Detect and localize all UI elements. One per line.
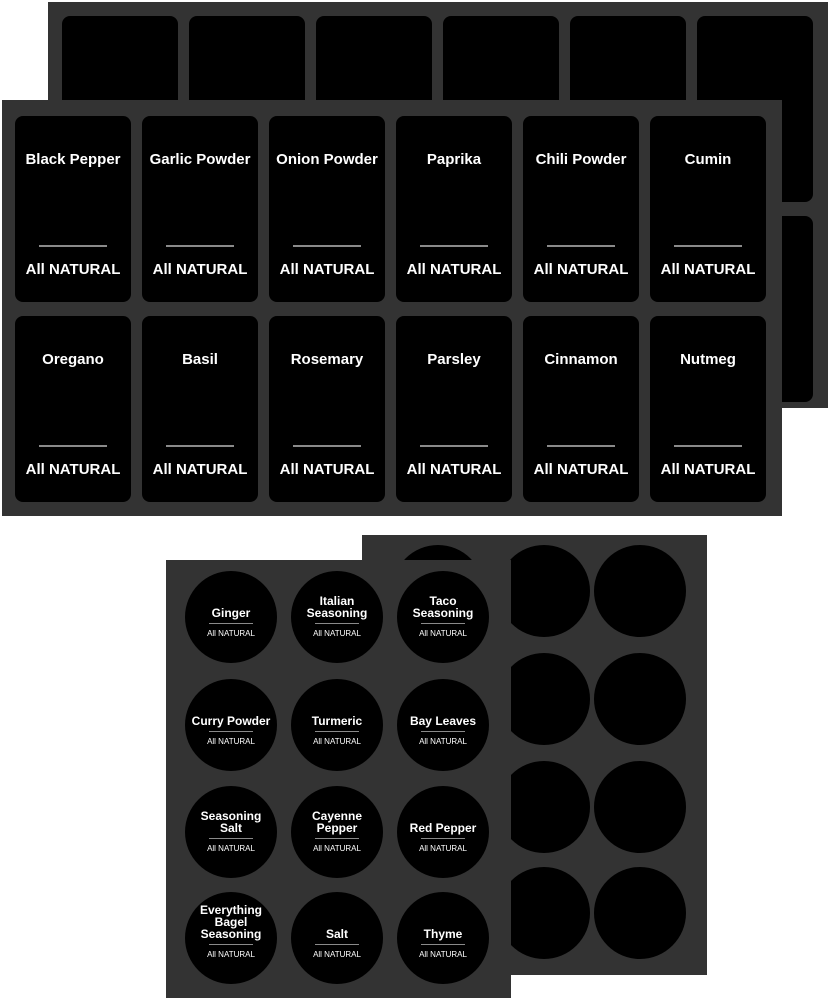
rect-label-name: Black Pepper (25, 151, 121, 168)
circle-label (185, 786, 277, 878)
circle-label-name: Thyme (423, 927, 463, 941)
circle-label-name: Ginger (211, 606, 251, 620)
circle-label-name: Turmeric (311, 714, 363, 728)
circle-label (397, 571, 489, 663)
circle-label-name: Cayenne Pepper (311, 809, 363, 835)
front-rect-sheet (2, 100, 782, 516)
rect-label (523, 116, 639, 302)
rect-label-footer: All NATURAL (25, 261, 121, 278)
circle-label-divider (421, 623, 465, 624)
rect-label-name: Garlic Powder (149, 151, 251, 168)
circle-label-footer: All NATURAL (419, 629, 467, 638)
rect-label-divider (547, 445, 615, 447)
rect-label-divider (547, 245, 615, 247)
rect-label-divider (166, 445, 234, 447)
rect-label (15, 116, 131, 302)
circle-label (185, 679, 277, 771)
circle-label-divider (209, 623, 253, 624)
circle-label-name: Red Pepper (409, 821, 477, 835)
front-circle-sheet (166, 560, 511, 998)
rect-label-divider (420, 245, 488, 247)
circle-label-name: Curry Powder (191, 714, 271, 728)
circle-label-footer: All NATURAL (313, 629, 361, 638)
rect-label-footer: All NATURAL (660, 261, 756, 278)
rect-label-name: Parsley (427, 351, 481, 368)
circle-label (291, 571, 383, 663)
circle-label-footer: All NATURAL (419, 950, 467, 959)
rect-label-divider (39, 445, 107, 447)
rect-label (396, 316, 512, 502)
rect-label-footer: All NATURAL (533, 261, 629, 278)
rect-label-footer: All NATURAL (533, 461, 629, 478)
circle-label (185, 892, 277, 984)
rect-label-footer: All NATURAL (25, 461, 121, 478)
rect-label-footer: All NATURAL (152, 261, 248, 278)
circle-label-divider (315, 623, 359, 624)
circle-label-name: Salt (325, 927, 348, 941)
rect-label-divider (674, 445, 742, 447)
blank-circle-label (594, 761, 686, 853)
circle-label-name: Italian Seasoning (306, 594, 368, 620)
circle-label (397, 786, 489, 878)
rect-label-name: Oregano (42, 351, 104, 368)
circle-label-divider (209, 838, 253, 839)
circle-label-divider (421, 731, 465, 732)
circle-label (397, 892, 489, 984)
rect-label-footer: All NATURAL (406, 261, 502, 278)
blank-circle-label (498, 545, 590, 637)
rect-label (269, 316, 385, 502)
circle-label-footer: All NATURAL (313, 737, 361, 746)
rect-label (523, 316, 639, 502)
circle-label (291, 892, 383, 984)
rect-label (650, 116, 766, 302)
rect-label (142, 316, 258, 502)
circle-label-footer: All NATURAL (207, 950, 255, 959)
circle-label-divider (315, 838, 359, 839)
rect-label-name: Onion Powder (276, 151, 378, 168)
rect-label-name: Cumin (684, 151, 732, 168)
circle-label (291, 786, 383, 878)
circle-label-footer: All NATURAL (207, 629, 255, 638)
rect-label-footer: All NATURAL (660, 461, 756, 478)
circle-label-divider (421, 944, 465, 945)
circle-label-name: Everything Bagel Seasoning (199, 903, 262, 941)
circle-label-name: Taco Seasoning (412, 594, 474, 620)
blank-circle-label (594, 653, 686, 745)
rect-label-footer: All NATURAL (152, 461, 248, 478)
blank-circle-label (594, 867, 686, 959)
circle-label (397, 679, 489, 771)
rect-label-name: Nutmeg (680, 351, 736, 368)
rect-label-divider (166, 245, 234, 247)
rect-label (15, 316, 131, 502)
circle-label (291, 679, 383, 771)
rect-label-name: Basil (182, 351, 218, 368)
circle-label-divider (209, 944, 253, 945)
rect-label (142, 116, 258, 302)
circle-label-divider (315, 731, 359, 732)
rect-label-footer: All NATURAL (279, 261, 375, 278)
rect-label (396, 116, 512, 302)
blank-circle-label (498, 653, 590, 745)
rect-label-divider (293, 445, 361, 447)
circle-label-divider (421, 838, 465, 839)
circle-label-divider (315, 944, 359, 945)
rect-label-name: Chili Powder (535, 151, 627, 168)
circle-label-footer: All NATURAL (207, 844, 255, 853)
blank-circle-label (498, 761, 590, 853)
circle-label-divider (209, 731, 253, 732)
rect-label-name: Rosemary (290, 351, 364, 368)
circle-label (185, 571, 277, 663)
circle-label-footer: All NATURAL (419, 737, 467, 746)
rect-label-footer: All NATURAL (406, 461, 502, 478)
rect-label-divider (420, 445, 488, 447)
rect-label-footer: All NATURAL (279, 461, 375, 478)
rect-label-divider (39, 245, 107, 247)
circle-label-name: Bay Leaves (409, 714, 477, 728)
circle-label-footer: All NATURAL (207, 737, 255, 746)
rect-label (269, 116, 385, 302)
circle-label-footer: All NATURAL (313, 950, 361, 959)
blank-circle-label (498, 867, 590, 959)
circle-label-name: Seasoning Salt (200, 809, 262, 835)
rect-label-divider (293, 245, 361, 247)
rect-label-divider (674, 245, 742, 247)
blank-circle-label (594, 545, 686, 637)
rect-label-name: Paprika (426, 151, 482, 168)
circle-label-footer: All NATURAL (313, 844, 361, 853)
rect-label-name: Cinnamon (544, 351, 618, 368)
circle-label-footer: All NATURAL (419, 844, 467, 853)
rect-label (650, 316, 766, 502)
